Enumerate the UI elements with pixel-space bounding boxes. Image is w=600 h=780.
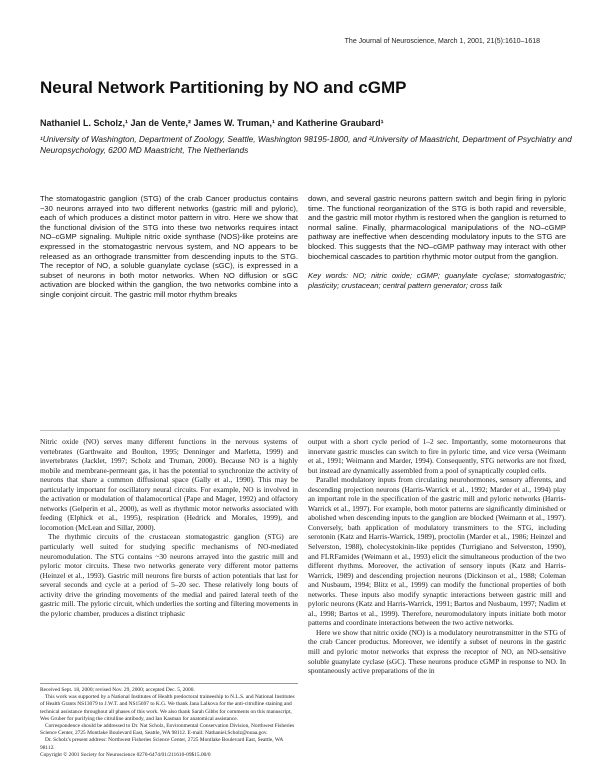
abstract-left-column xyxy=(40,194,298,300)
body-paragraph: Nitric oxide (NO) serves many different functions in the nervous systems of vertebrates (Garthwaite and Boulton, 1995; Denninger and Marletta, 1999) and invertebrates (Jacklet, 1997; Scholz and Truman, 2000). Because NO is a highly mobile and membrane-permeant gas, it has the potential to synchronize the activity of neurons that share a common diffusional space (Gally et al., 1990). This may be particularly important for oscillatory neural circuits. For example, NO is involved in the activation or modulation of thalamocortical (Pape and Mager, 1992) and olfactory networks (Gelperin et al., 2000), as well as rhythmic motor networks associated with feeding (Elphick et al., 1995), respiration (Hedrick and Morales, 1999), and locomotion (McLean and Sillar, 2000). xyxy=(40,437,298,532)
abstract-right-column xyxy=(308,194,566,290)
journal-header: The Journal of Neuroscience, March 1, 2001, 21(5):1610–1618 xyxy=(344,38,540,45)
body-left-column xyxy=(40,437,298,618)
paper-title: Neural Network Partitioning by NO and cGMP xyxy=(40,78,407,97)
author-list: Nathaniel L. Scholz,¹ Jan de Vente,² James W. Truman,¹ and Katherine Graubard¹ xyxy=(40,118,384,128)
affiliations: ¹University of Washington, Department of Zoology, Seattle, Washington 98195-1800, and ²University of Maastricht, Department of Psychiatry and Neuropsychology, 6200 MD Maastricht, The Netherlands xyxy=(40,134,572,155)
keywords: Key words: NO; nitric oxide; cGMP; guanylate cyclase; stomatogastric; plasticity; crustacean; central pattern generator; cross talk xyxy=(308,271,566,290)
body-paragraph: Here we show that nitric oxide (NO) is a modulatory neurotransmitter in the STG of the crab Cancer productus. Moreover, we identify a subset of neurons in the gastric mill and pyloric motor networks that express the receptor of NO, an NO-sensitive soluble guanylate cyclase (sGC). These neurons produce cGMP in response to NO. In spontaneously active preparations of the in xyxy=(308,627,566,676)
footnotes xyxy=(40,683,298,759)
abstract-text-left: The stomatogastric ganglion (STG) of the crab Cancer productus contains ~30 neurons arrayed into two different networks (gastric mill and pyloric), each of which produces a distinct motor pattern in vitro. Here we show that the functional division of the STG into these two networks requires intact NO–cGMP signaling. Multiple nitric oxide synthase (NOS)-like proteins are expressed in the stomatogastric nervous system, and NO appears to be released as an orthograde transmitter from descending inputs to the STG. The receptor of NO, a soluble guanylate cyclase (sGC), is expressed in a subset of neurons in both motor networks. When NO diffusion or sGC activation are blocked within the ganglion, the two networks combine into a single conjoint circuit. The gastric mill motor rhythm breaks xyxy=(40,194,298,299)
abstract-text-right: down, and several gastric neurons pattern switch and begin firing in pyloric time. The functional reorganization of the STG is both rapid and reversible, and the gastric mill motor rhythm is restored when the ganglion is returned to normal saline. Finally, pharmacological manipulations of the NO–cGMP pathway are ineffective when descending modulatory inputs to the STG are blocked. This suggests that the NO–cGMP pathway may interact with other biochemical cascades to partition rhythmic motor output from the ganglion. xyxy=(308,194,566,261)
present-address-note: Dr. Scholz's present address: Northwest Fisheries Science Center, 2725 Montlake Boulevard East, Seattle, WA 98112. xyxy=(40,737,283,751)
body-paragraph: output with a short cycle period of 1–2 sec. Importantly, some motorneurons that innervate gastric muscles can switch to fire in pyloric time, and vice versa (Weimann et al., 1991; Weimann and Marder, 1994). Consequently, STG networks are not fixed, but instead are dynamically assembled from a pool of synaptically coupled cells. xyxy=(308,437,566,475)
correspondence-note: Correspondence should be addressed to Dr. Nat Scholz, Environmental Conservation Division, Northwest Fisheries Science Center, 2725 Montlake Boulevard East, Seattle, WA 98112. E-mail: Nathaniel.Scholz@noaa.gov. xyxy=(40,723,295,737)
body-paragraph: Parallel modulatory inputs from circulating neurohormones, sensory afferents, and descending projection neurons (Harris-Warrick et al., 1992; Marder et al., 1994) play an important role in the specification of the gastric mill and pyloric networks (Harris-Warrick et al., 1997). For example, both motor patterns are significantly diminished or abolished when descending inputs to the ganglion are blocked (Weimann et al., 1997). Conversely, bath application of modulatory transmitters to the STG, including serotonin (Katz and Harris-Warrick, 1989), proctolin (Marder et al., 1986; Heinzel and Selverston, 1988), cholecystokinin-like peptides (Turrigiano and Selverston, 1990), and FLRFamides (Weimann et al., 1993) elicit the simultaneous production of the two different rhythms. Moreover, the activation of sensory inputs (Katz and Harris-Warrick, 1989) and descending projection neurons (Dickinson et al., 1988; Coleman and Nusbaum, 1994; Blitz et al., 1999) can modify the functional properties of both networks. These inputs also modify synaptic interactions between gastric mill and pyloric neurons (Katz and Harris-Warrick, 1991; Bartos and Nusbaum, 1997; Nadim et al., 1998; Bartos et al., 1999). Therefore, neuromodulatory inputs initiate both motor patterns and coordinate interactions between the two active networks. xyxy=(308,475,566,628)
support-note: This work was supported by a National Institutes of Health predoctoral traineeship to N.L.S. and National Institutes of Health Grants NS13079 to J.W.T. and NS15697 to K.G. We thank Jana Lalkova for the anti-citrulline staining and technical assistance throughout all phases of this work. We also thank Sarah Gibbs for comments on this manuscript, Wes Gruber for purifying the citrulline antibody, and Ian Kasman for anatomical assistance. xyxy=(40,694,295,722)
body-right-column xyxy=(308,437,566,676)
copyright-line: Copyright © 2001 Society for Neuroscience 0270-6474/01/211610-09$15.00/0 xyxy=(40,751,211,758)
body-paragraph: The rhythmic circuits of the crustacean stomatogastric ganglion (STG) are particularly well suited for studying specific mechanisms of NO-mediated neuromodulation. The STG contains ~30 neurons arrayed into the gastric mill and pyloric motor circuits. These two networks generate very different motor patterns (Heinzel et al., 1993). Gastric mill neurons fire bursts of action potentials that last for several seconds and cycle at a period of 5–20 sec. These relatively long bouts of activity drive the grinding movements of the medial and paired lateral teeth of the gastric mill. The pyloric circuit, which underlies the sorting and filtering movements in the pyloric chamber, produces a distinct triphasic xyxy=(40,532,298,618)
received-note: Received Sept. 18, 2000; revised Nov. 29, 2000; accepted Dec. 5, 2000. xyxy=(40,687,195,693)
section-divider xyxy=(40,430,560,431)
